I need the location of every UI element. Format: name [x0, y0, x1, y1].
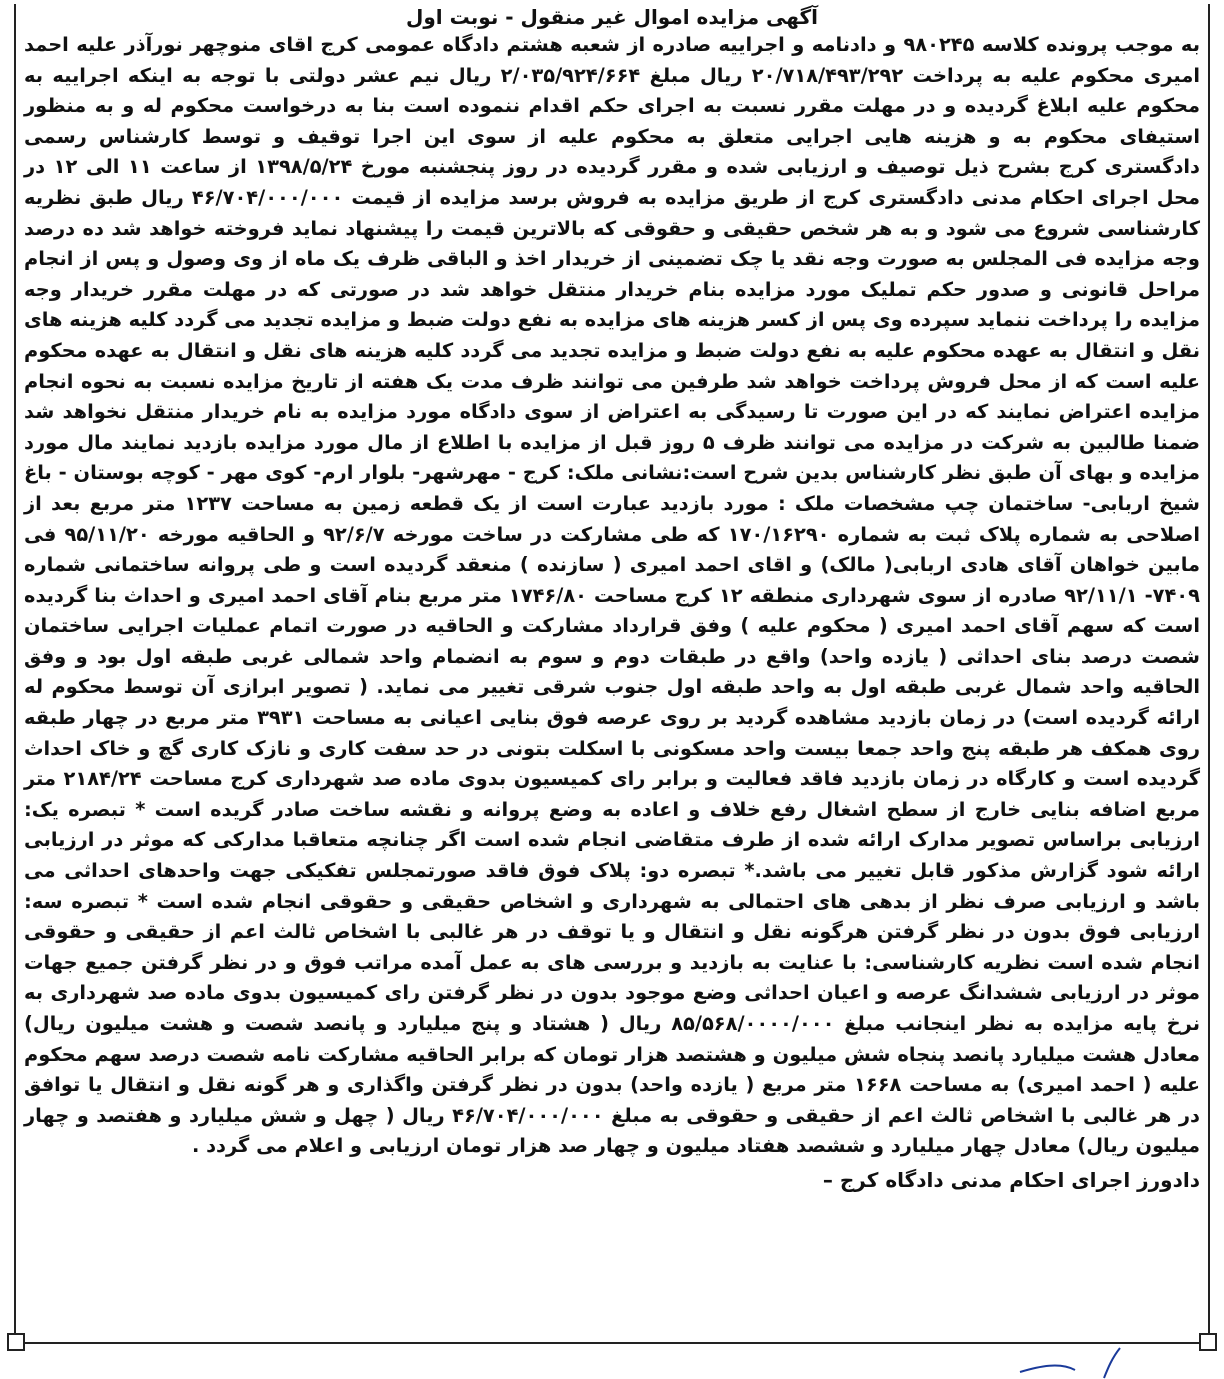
- handwritten-scribble-icon: [980, 1342, 1180, 1379]
- notice-signature: دادورز اجرای احکام مدنی دادگاه کرج –: [822, 1167, 1200, 1192]
- frame-corner-bottom-left: [7, 1333, 25, 1351]
- notice-body: به موجب پرونده کلاسه ۹۸۰۲۴۵ و دادنامه و اجراییه صادره از شعبه هشتم دادگاه عمومی کرج اقای منوچهر نورآذر علیه احمد امیری محکوم علیه به پرداخت ۲۰/۷۱۸/۴۹۳/۲۹۲ ریال مبلغ ۲/۰۳۵/۹۲۴/۶۶۴ ریال نیم عشر دولتی با توجه به اینکه اجراییه به محکوم علیه ابلاغ گردیده و در مهلت مقرر نسبت به اجرای حکم اقدام ننموده است بنا به درخواست محکوم له و به منظور استیفای محکوم به و هزینه هایی اجرایی متعلق به محکوم علیه از سوی این اجرا توقیف و توسط کارشناس رسمی دادگستری کرج بشرح ذیل توصیف و ارزیابی شده و مقرر گردیده در روز پنجشنبه مورخ ۱۳۹۸/۵/۲۴ از ساعت ۱۱ الی ۱۲ در محل اجرای احکام مدنی دادگستری کرج از طریق مزایده به فروش برسد مزایده از قیمت ۴۶/۷۰۴/۰۰۰/۰۰۰ ریال طبق نظریه کارشناسی شروع می شود و به هر شخص حقیقی و حقوقی که بالاترین قیمت را پیشنهاد نماید فروخته خواهد شد ده درصد وجه مزایده فی المجلس به صورت وجه نقد یا چک تضمینی از خریدار اخذ و الباقی ظرف یک ماه از وی وصول و پس از انجام مراحل قانونی و صدور حکم تملیک مورد مزایده بنام خریدار منتقل خواهد شد در صورتی که در مهلت مقرر خریدار وجه مزایده را پرداخت ننماید سپرده وی پس از کسر هزینه های مزایده به نفع دولت ضبط و مزایده تجدید می گردد کلیه هزینه های نقل و انتقال به عهده محکوم علیه به نفع دولت ضبط و مزایده تجدید می گردد کلیه هزینه های نقل و انتقال به عهده محکوم علیه است که از محل فروش پرداخت خواهد شد طرفین می توانند ظرف مدت یک هفته از تاریخ مزایده نسبت به نحوه انجام مزایده اعتراض نمایند که در این صورت تا رسیدگی به اعتراض از سوی دادگاه مورد مزایده به نام خریدار منتقل نخواهد شد ضمنا طالبین به شرکت در مزایده می توانند ظرف ۵ روز قبل از مزایده با اطلاع از مال مورد مزایده بازدید نمایند مال مورد مزایده و بهای آن طبق نظر کارشناس بدین شرح است:نشانی ملک: کرج - مهرشهر- بلوار ارم- کوی مهر - کوچه بوستان - باغ شیخ اربابی- ساختمان چپ مشخصات ملک : مورد بازدید عبارت است از یک قطعه زمین به مساحت ۱۲۳۷ متر مربع بعد از اصلاحی به شماره پلاک ثبت به شماره ۱۷۰/۱۶۲۹۰ که طی مشارکت در ساخت مورخه ۹۲/۶/۷ و الحاقیه مورخه ۹۵/۱۱/۲۰ فی مابین خواهان آقای هادی اربابی( مالک) و اقای احمد امیری ( سازنده ) منعقد گردیده است و طی پروانه ساختمانی شماره ۷۴۰۹- ۹۲/۱۱/۱ صادره از سوی شهرداری منطقه ۱۲ کرج مساحت ۱۷۴۶/۸۰ متر مربع بنام آقای احمد امیری و احداث بنا گردیده است که سهم آقای احمد امیری ( محکوم علیه ) وفق قرارداد مشارکت و الحاقیه در صورت اتمام عملیات اجرایی ساختمان شصت درصد بنای احداثی ( یازده واحد) واقع در طبقات دوم و سوم به انضمام واحد شمالی غربی طبقه اول بود و وفق الحاقیه واحد شمال غربی طبقه اول به واحد طبقه اول جنوب شرقی تغییر می نماید. ( تصویر ابرازی آن توسط محکوم له ارائه گردیده است) در زمان بازدید مشاهده گردید بر روی عرصه فوق بنایی اعیانی به مساحت ۳۹۳۱ متر مربع در چهار طبقه روی همکف هر طبقه پنج واحد جمعا بیست واحد مسکونی با اسکلت بتونی در حد سفت کاری و نازک کاری گچ و خاک احداث گردیده است و کارگاه در زمان بازدید فاقد فعالیت و برابر رای کمیسیون بدوی ماده صد شهرداری کرج مساحت ۲۱۸۴/۲۴ متر مربع اضافه بنایی خارج از سطح اشغال رفع خلاف و اعاده به وضع پروانه و نقشه ساخت صادر گریده است * تبصره یک: ارزیابی براساس تصویر مدارک ارائه شده از طرف متقاضی انجام شده است اگر چنانچه متعاقبا مدارکی که موثر در ارزیابی ارائه شود گزارش مذکور قابل تغییر می باشد.* تبصره دو: پلاک فوق فاقد صورتمجلس تفکیکی جهت واحدهای احداثی می باشد و ارزیابی صرف نظر از بدهی های احتمالی به شهرداری و اشخاص حقیقی و حقوقی انجام شده است * تبصره سه: ارزیابی فوق بدون در نظر گرفتن هرگونه نقل و انتقال و یا توقف در هر غالبی با اشخاص ثالث اعم از حقیقی و حقوقی انجام شده است نظریه کارشناسی: با عنایت به بازدید و بررسی های به عمل آمده مراتب فوق و در نظر گرفتن جمیع جهات موثر در ارزیابی ششدانگ عرصه و اعیان احداثی وضع موجود بدون در نظر گرفتن رای کمیسیون بدوی ماده صد شهرداری به نرخ پایه مزایده به نظر اینجانب مبلغ ۸۵/۵۶۸/۰۰۰۰/۰۰۰ ریال ( هشتاد و پنج میلیارد و پانصد شصت و هشت میلیون ریال) معادل هشت میلیارد پانصد پنجاه شش میلیون و هشتصد هزار تومان که برابر الحاقیه مشارکت نامه شصت درصد سهم محکوم علیه ( احمد امیری) به مساحت ۱۶۶۸ متر مربع ( یازده واحد) بدون در نظر گرفتن واگذاری و هر گونه نقل و انتقال یا توافق در هر غالبی با اشخاص ثالث اعم از حقیقی و حقوقی به مبلغ ۴۶/۷۰۴/۰۰۰/۰۰۰ ریال ( چهل و شش میلیارد و هفتصد و چهار میلیون ریال) معادل چهار میلیارد و ششصد هفتاد میلیون و چهار صد هزار تومان ارزیابی و اعلام می گردد .: [24, 33, 1201, 1158]
- frame-corner-bottom-right: [1199, 1333, 1217, 1351]
- auction-notice: [14, 4, 1210, 1344]
- notice-title: آگهی مزایده اموال غیر منقول - نوبت اول: [406, 5, 818, 29]
